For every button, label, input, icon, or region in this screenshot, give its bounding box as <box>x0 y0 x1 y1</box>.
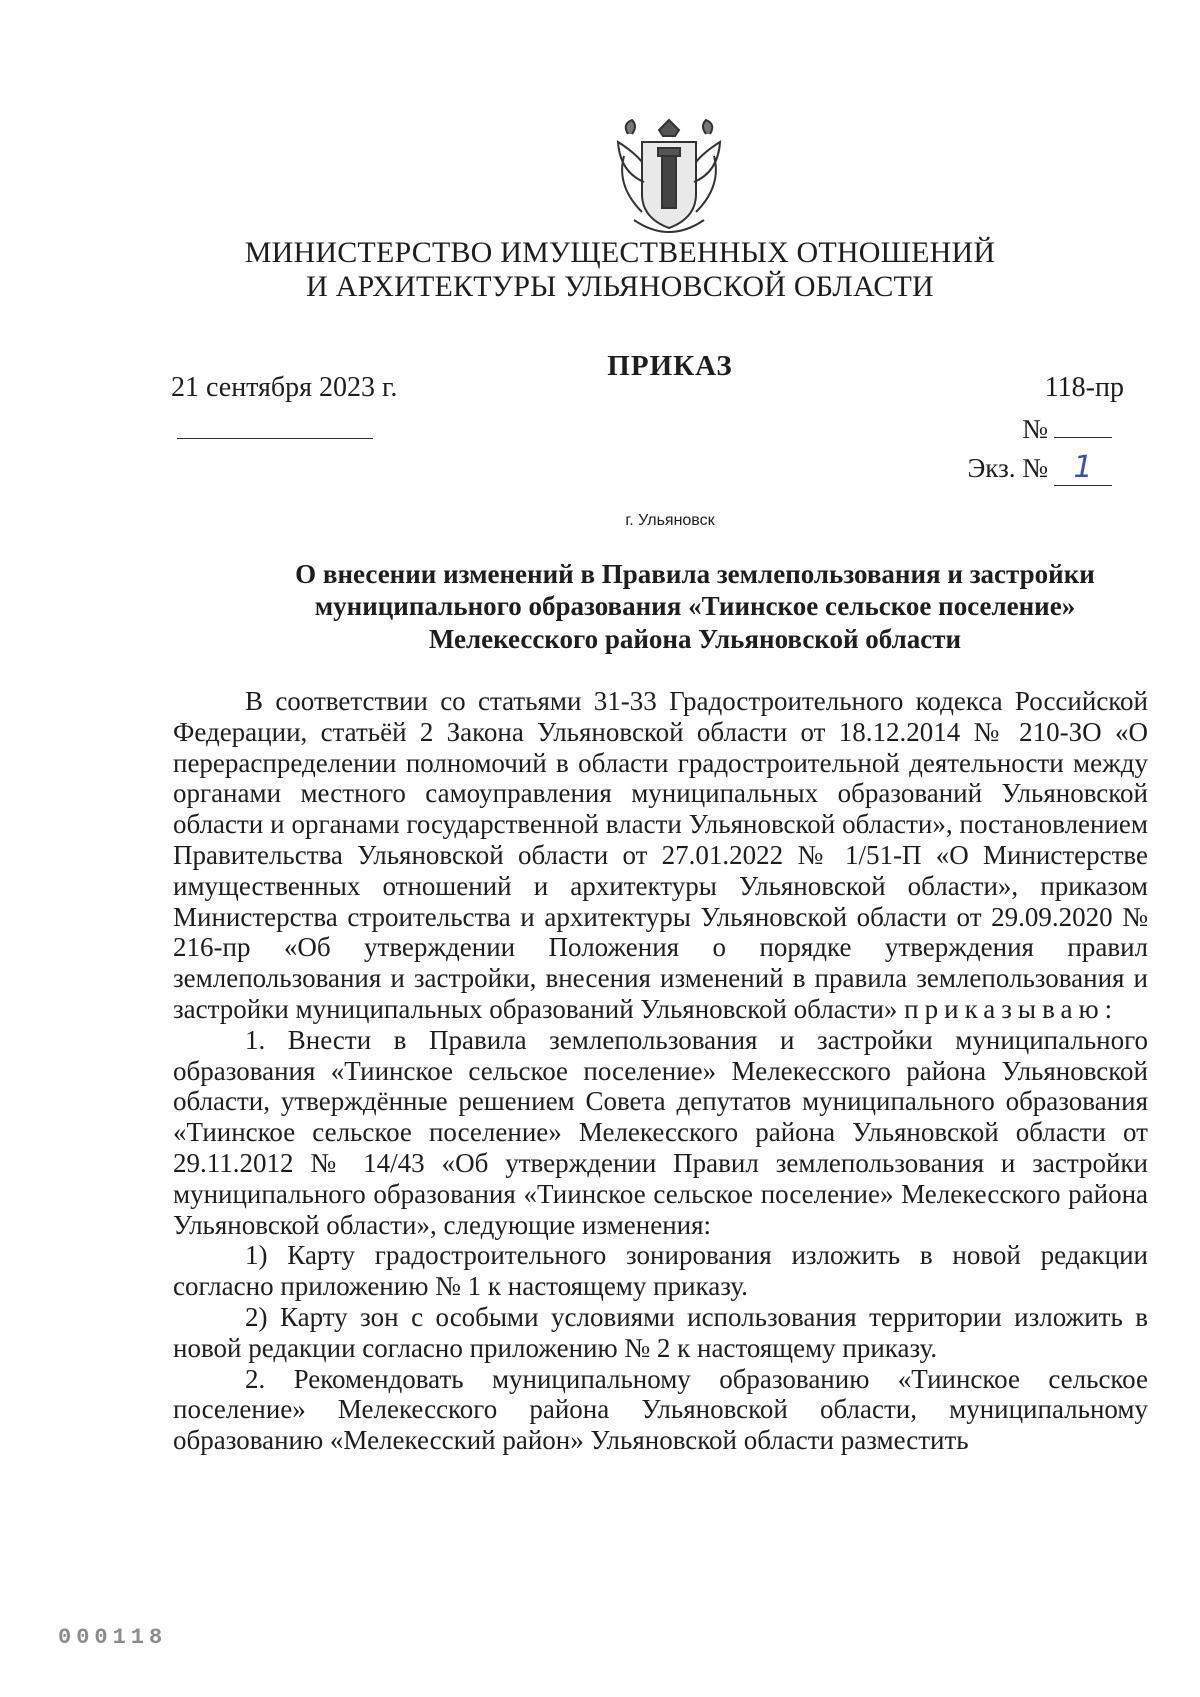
ministry-name-line-1: МИНИСТЕРСТВО ИМУЩЕСТВЕННЫХ ОТНОШЕНИЙ <box>244 236 996 269</box>
copy-number-handwritten: 1 <box>1054 450 1112 486</box>
coat-of-arms-emblem <box>604 112 734 248</box>
subject-line-2: муниципального образования «Тиинское сельское поселение» <box>314 591 1076 621</box>
date-underline <box>177 438 373 439</box>
item-1-1-paragraph: 1) Карту градостроительного зонирования изложить в новой редакции согласно приложению № 1 к настоящему приказу. <box>173 1240 1148 1302</box>
subject-line-3: Мелекесского района Ульяновской области <box>428 624 962 654</box>
copy-label: Экз. № <box>967 453 1048 483</box>
copy-number-field <box>967 450 1112 486</box>
number-label: № <box>1022 414 1048 444</box>
number-field <box>1022 414 1112 445</box>
document-body <box>173 686 1148 1456</box>
subject-line-1: О внесении изменений в Правила землепользования и застройки <box>295 559 1095 589</box>
ministry-name-line-2: И АРХИТЕКТУРЫ УЛЬЯНОВСКОЙ ОБЛАСТИ <box>306 270 934 303</box>
preamble-paragraph <box>173 686 1148 1025</box>
city-name: г. Ульяновск <box>625 512 715 529</box>
document-type-title: ПРИКАЗ <box>607 350 733 382</box>
order-word: приказываю: <box>904 993 1119 1024</box>
page-stamp-number: 000118 <box>58 1625 168 1650</box>
number-blank <box>1054 415 1112 438</box>
item-1-2-paragraph: 2) Карту зон с особыми условиями использования территории изложить в новой редакции согласно приложению № 2 к настоящему приказу. <box>173 1301 1148 1363</box>
preamble-text: В соответствии со статьями 31-33 Градостроительного кодекса Российской Федерации, статьёй 2 Закона Ульяновской области от 18.12.2014 № 210-ЗО «О перераспределении полномочий в области градостроительной деятельности между органами местного самоуправления муниципальных образований Ульяновской области и органами государственной власти Ульяновской области», постановлением Правительства Ульяновской области от 27.01.2022 № 1/51-П «О Министерстве имущественных отношений и архитектуры Ульяновской области», приказом Министерства строительства и архитектуры Ульяновской области от 29.09.2020 № 216-пр «Об утверждении Положения о порядке утверждения правил землепользования и застройки, внесения изменений в правила землепользования и застройки муниципальных образований Ульяновской области» <box>173 686 1148 1024</box>
order-number: 118-пр <box>1044 372 1124 403</box>
item-1-paragraph: 1. Внести в Правила землепользования и застройки муниципального образования «Тиинское сельское поселение» Мелекесского района Ульяновской области, утверждённые решением Совета депутатов муниципального образования «Тиинское сельское поселение» Мелекесского района Ульяновской области от 29.11.2012 № 14/43 «Об утверждении Правил землепользования и застройки муниципального образования «Тиинское сельское поселение» Мелекесского района Ульяновской области», следующие изменения: <box>173 1024 1148 1240</box>
order-date: 21 сентября 2023 г. <box>171 372 398 403</box>
item-2-paragraph: 2. Рекомендовать муниципальному образованию «Тиинское сельское поселение» Мелекесского района Ульяновской области, муниципальному образованию «Мелекесский район» Ульяновской области разместить <box>173 1363 1148 1456</box>
